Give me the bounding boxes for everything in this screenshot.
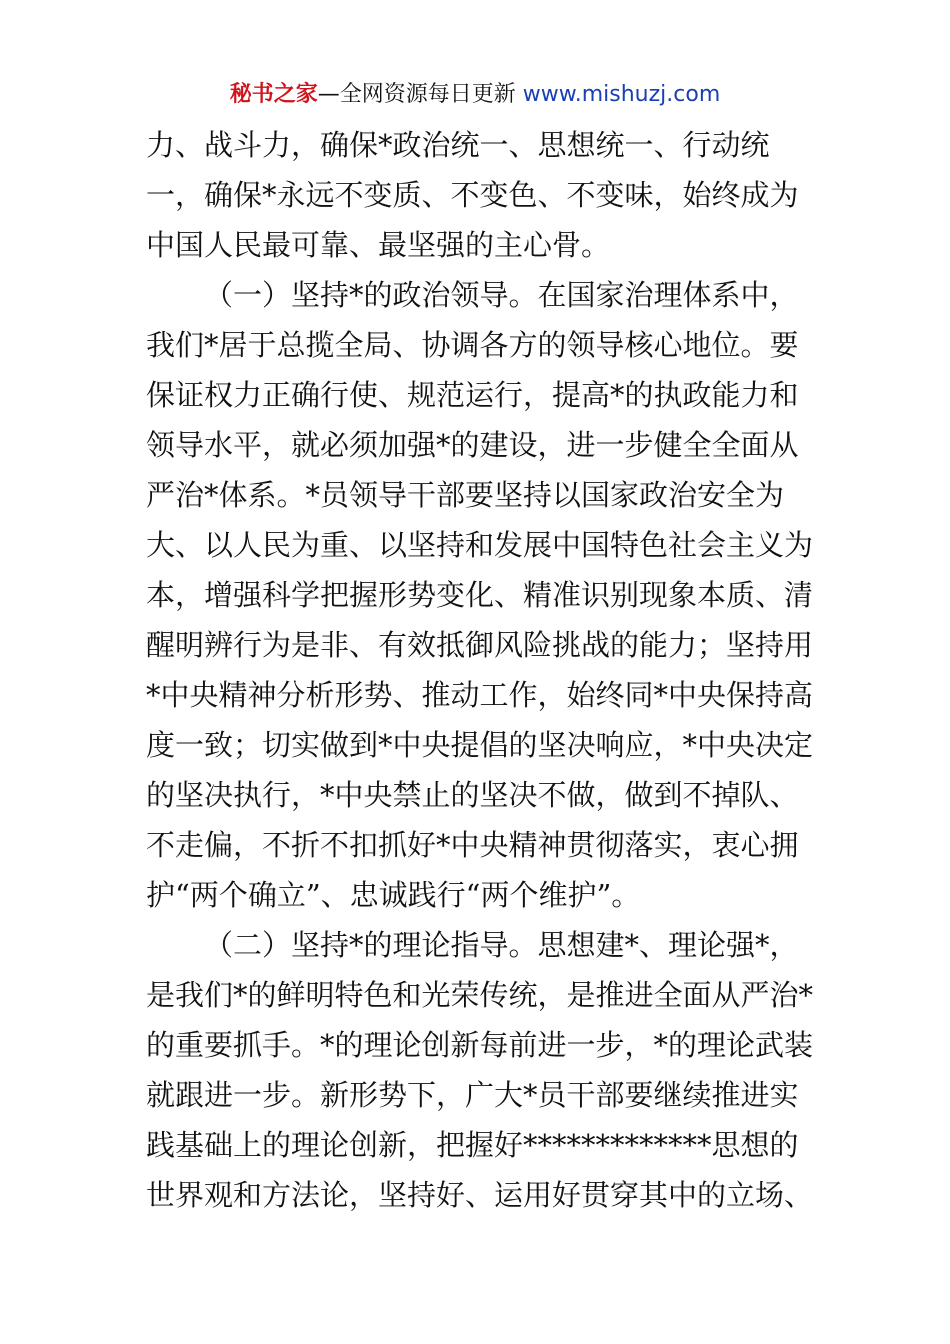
text-line: 严治*体系。*员领导干部要坚持以国家政治安全为 [146,478,785,512]
text-line: 中国人民最可靠、最坚强的主心骨。 [146,228,611,262]
text-line: 力、战斗力，确保*政治统一、思想统一、行动统 [146,128,770,162]
text-line: 一，确保*永远不变质、不变色、不变味，始终成为 [146,178,799,212]
text-line: 度一致；切实做到*中央提倡的坚决响应，*中央决定 [146,728,814,762]
site-tagline: —全网资源每日更新 [317,82,516,107]
text-line: 不走偏，不折不扣抓好*中央精神贯彻落实，衷心拥 [146,828,799,862]
text-line: 践基础上的理论创新，把握好*************思想的 [146,1128,799,1162]
text-line: 我们*居于总揽全局、协调各方的领导核心地位。要 [146,328,799,362]
text-line: 的坚决执行，*中央禁止的坚决不做，做到不掉队、 [146,778,799,812]
text-line: 是我们*的鲜明特色和光荣传统，是推进全面从严治* [146,978,814,1012]
section-heading-line: （一）坚持*的政治领导。在国家治理体系中， [204,278,799,312]
site-header [0,78,950,112]
text-line: 大、以人民为重、以坚持和发展中国特色社会主义为 [146,528,814,562]
site-url[interactable]: www.mishuzj.com [515,82,721,107]
text-line: 护“两个确立”、忠诚践行“两个维护”。 [146,878,641,912]
site-brand: 秘书之家 [229,82,318,107]
text-line: 世界观和方法论，坚持好、运用好贯穿其中的立场、 [146,1178,814,1212]
text-line: 的重要抓手。*的理论创新每前进一步，*的理论武装 [146,1028,814,1062]
section-heading-line: （二）坚持*的理论指导。思想建*、理论强*， [204,928,799,962]
text-line: 就跟进一步。新形势下，广大*员干部要继续推进实 [146,1078,799,1112]
text-line: *中央精神分析形势、推动工作，始终同*中央保持高 [146,678,814,712]
text-line: 醒明辨行为是非、有效抵御风险挑战的能力；坚持用 [146,628,814,662]
text-line: 保证权力正确行使、规范运行，提高*的执政能力和 [146,378,799,412]
text-line: 领导水平，就必须加强*的建设，进一步健全全面从 [146,428,799,462]
text-line: 本，增强科学把握形势变化、精准识别现象本质、清 [146,578,814,612]
